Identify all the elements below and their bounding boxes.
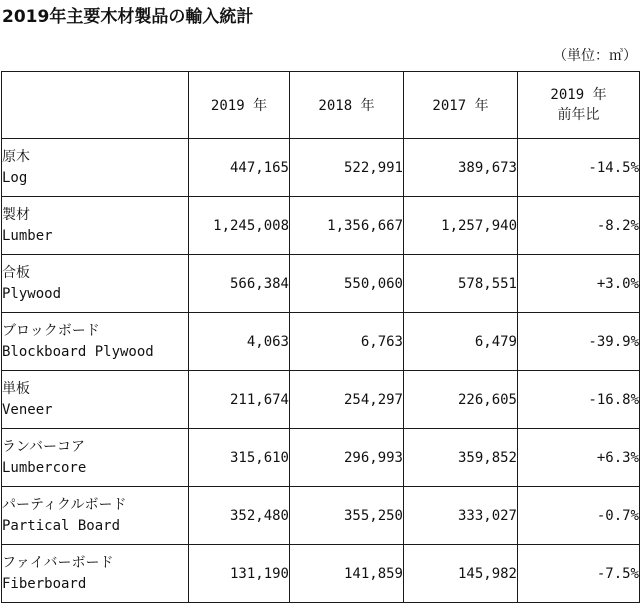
header-2019: 2019 年 <box>189 72 290 139</box>
yoy-ratio: -8.2% <box>518 197 640 255</box>
product-label-cell <box>2 139 189 197</box>
unit-label: （単位：㎥） <box>553 48 637 64</box>
value-2017: 578,551 <box>404 255 518 313</box>
value-2019: 4,063 <box>189 313 290 371</box>
value-2017: 226,605 <box>404 371 518 429</box>
product-name-jp: ブロックボード <box>2 322 100 339</box>
product-label-cell <box>2 197 189 255</box>
yoy-ratio: -0.7% <box>518 487 640 545</box>
value-2017: 145,982 <box>404 545 518 603</box>
product-name-en: Lumbercore <box>2 459 87 476</box>
value-2018: 1,356,667 <box>290 197 404 255</box>
product-name-en: Blockboard Plywood <box>2 343 154 360</box>
product-name-jp: 原木 <box>2 148 30 165</box>
yoy-ratio: +6.3% <box>518 429 640 487</box>
value-2019: 211,674 <box>189 371 290 429</box>
table-row <box>2 371 640 429</box>
product-name-jp: 単板 <box>2 380 30 397</box>
table-row <box>2 197 640 255</box>
value-2017: 389,673 <box>404 139 518 197</box>
value-2019: 315,610 <box>189 429 290 487</box>
header-yoy-line1: 2019 年 <box>550 87 607 103</box>
table-row <box>2 545 640 603</box>
yoy-ratio: -14.5% <box>518 139 640 197</box>
value-2018: 355,250 <box>290 487 404 545</box>
product-label-cell <box>2 487 189 545</box>
header-2018: 2018 年 <box>290 72 404 139</box>
yoy-ratio: -16.8% <box>518 371 640 429</box>
page-title: 2019年主要木材製品の輸入統計 <box>2 7 254 27</box>
product-name-en: Log <box>2 169 28 186</box>
table-row <box>2 139 640 197</box>
value-2017: 6,479 <box>404 313 518 371</box>
table-row <box>2 429 640 487</box>
value-2017: 333,027 <box>404 487 518 545</box>
value-2019: 131,190 <box>189 545 290 603</box>
yoy-ratio: -39.9% <box>518 313 640 371</box>
product-name-en: Lumber <box>2 227 53 244</box>
product-label-cell <box>2 545 189 603</box>
header-yoy <box>518 72 640 139</box>
product-label-cell <box>2 255 189 313</box>
value-2019: 1,245,008 <box>189 197 290 255</box>
value-2019: 566,384 <box>189 255 290 313</box>
value-2018: 141,859 <box>290 545 404 603</box>
value-2019: 352,480 <box>189 487 290 545</box>
product-name-en: Fiberboard <box>2 575 87 592</box>
product-name-jp: パーティクルボード <box>2 496 127 513</box>
value-2018: 550,060 <box>290 255 404 313</box>
product-name-jp: ランバーコア <box>2 438 86 455</box>
header-yoy-line2: 前年比 <box>557 107 600 123</box>
product-name-jp: 製材 <box>2 206 30 223</box>
table-row <box>2 487 640 545</box>
value-2017: 1,257,940 <box>404 197 518 255</box>
value-2017: 359,852 <box>404 429 518 487</box>
value-2018: 6,763 <box>290 313 404 371</box>
value-2018: 522,991 <box>290 139 404 197</box>
product-name-en: Veneer <box>2 401 53 418</box>
value-2018: 296,993 <box>290 429 404 487</box>
product-name-en: Partical Board <box>2 517 121 534</box>
yoy-ratio: +3.0% <box>518 255 640 313</box>
value-2018: 254,297 <box>290 371 404 429</box>
header-2017: 2017 年 <box>404 72 518 139</box>
product-name-jp: ファイバーボード <box>2 554 114 571</box>
yoy-ratio: -7.5% <box>518 545 640 603</box>
table-header-row <box>2 72 640 139</box>
table-row <box>2 255 640 313</box>
product-label-cell <box>2 371 189 429</box>
value-2019: 447,165 <box>189 139 290 197</box>
product-label-cell <box>2 429 189 487</box>
product-label-cell <box>2 313 189 371</box>
product-name-en: Plywood <box>2 285 62 302</box>
table-row <box>2 313 640 371</box>
import-statistics-table <box>1 71 640 603</box>
header-blank <box>2 72 189 139</box>
product-name-jp: 合板 <box>2 264 30 281</box>
